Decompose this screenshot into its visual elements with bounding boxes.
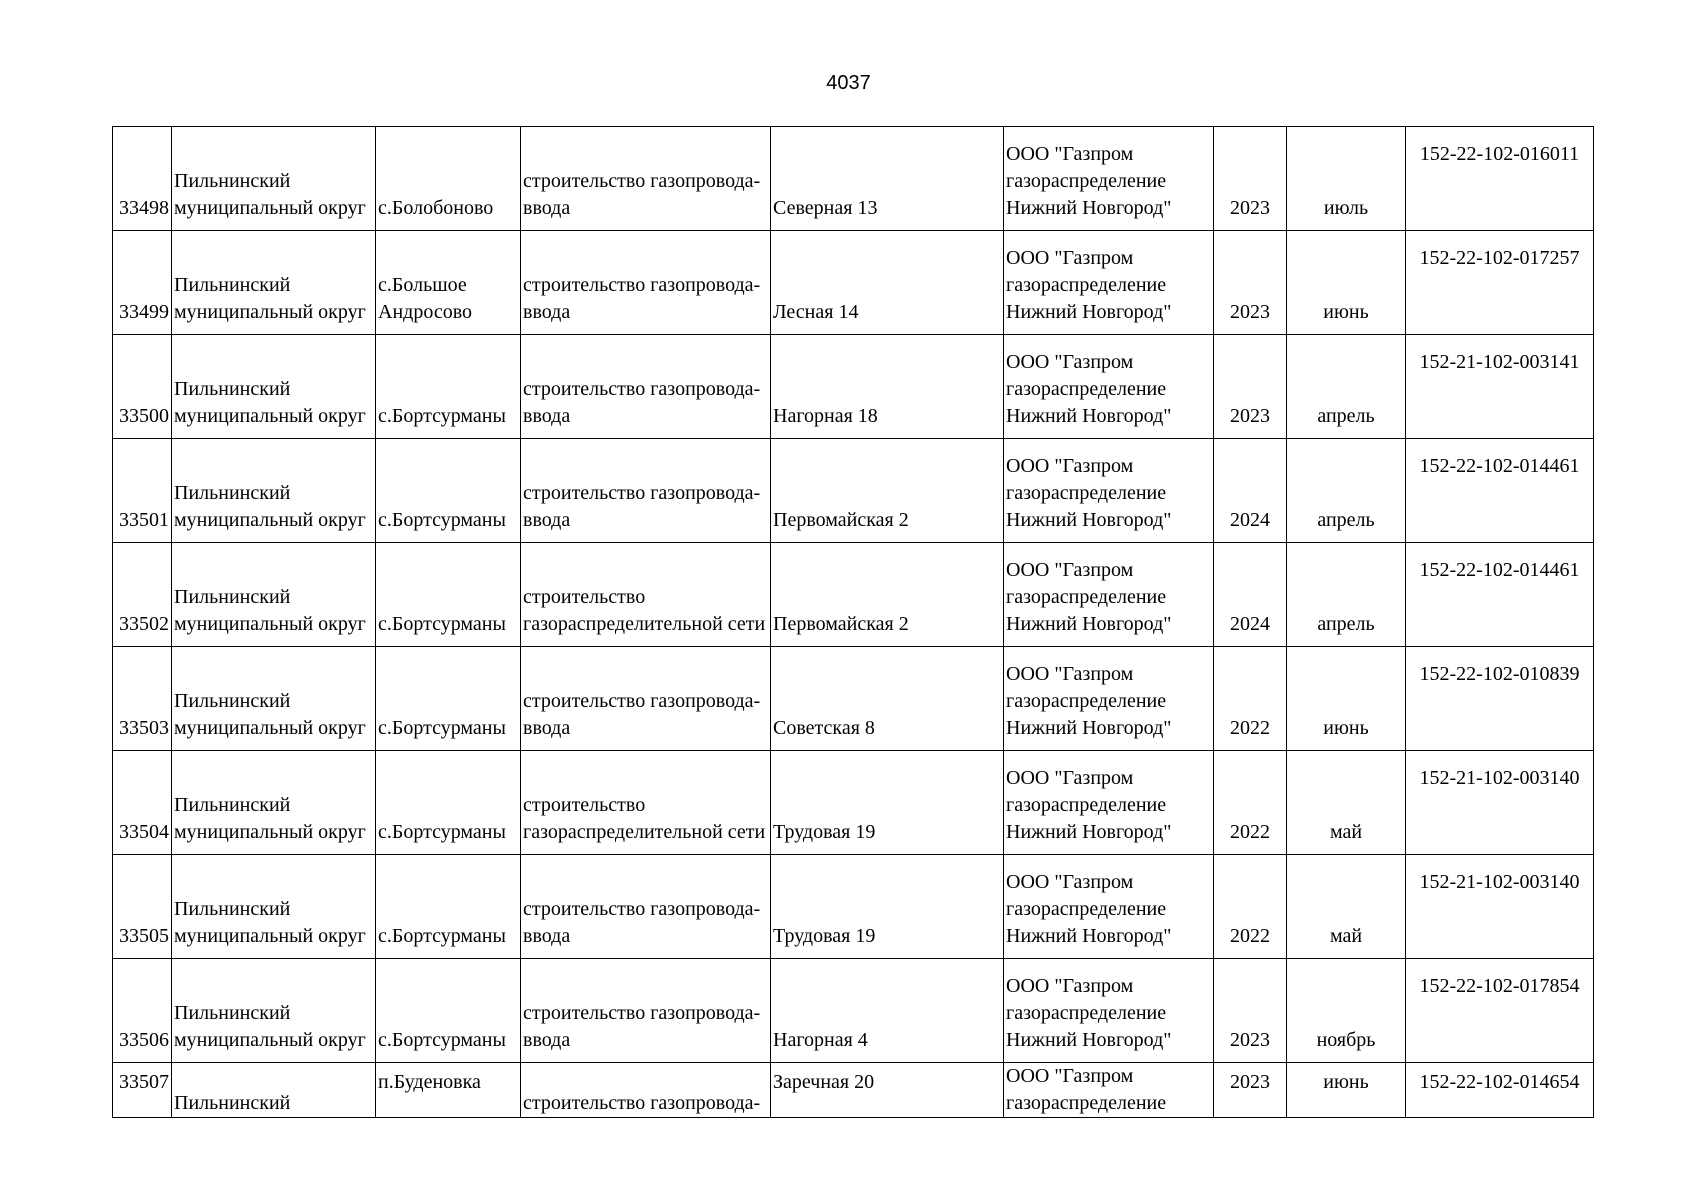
address [771,1063,1004,1118]
table-row [113,543,1594,647]
settlement-line: с.Болобоново [378,197,494,219]
table-row [113,751,1594,855]
settlement [376,231,521,335]
row-number [113,647,172,751]
registration-code-line: 152-21-102-003141 [1419,351,1580,373]
registration-code [1406,543,1594,647]
organization [1004,647,1214,751]
district-line: муниципальный округ [174,197,366,219]
district [172,231,376,335]
organization [1004,231,1214,335]
organization-line: ООО "Газпром [1006,247,1134,269]
settlement [376,647,521,751]
address-line: Советская 8 [773,717,875,739]
row-number [113,1063,172,1118]
organization-line: Нижний Новгород" [1006,613,1172,635]
organization-line: Нижний Новгород" [1006,821,1172,843]
organization-line: ООО "Газпром [1006,455,1134,477]
address-line: Трудовая 19 [773,925,876,947]
address-line: Лесная 14 [773,301,859,323]
district [172,959,376,1063]
registration-code [1406,855,1594,959]
address-line: Нагорная 18 [773,405,878,427]
district-line: Пильнинский [174,482,291,504]
settlement-line: с.Бортсурманы [378,1029,506,1051]
organization-line: Нижний Новгород" [1006,925,1172,947]
organization-line: газораспределение [1006,1002,1167,1024]
address-line: Заречная 20 [773,1071,875,1093]
month-line: май [1329,821,1363,843]
district-line: Пильнинский [174,170,291,192]
organization-line: Нижний Новгород" [1006,197,1172,219]
month-line: июль [1323,197,1369,219]
registration-code [1406,647,1594,751]
organization-line: газораспределение [1006,274,1167,296]
organization-line: Нижний Новгород" [1006,1029,1172,1051]
year [1214,335,1287,439]
work-type-line: строительство газопровода- [523,690,761,712]
year-line: 2023 [1230,197,1270,219]
organization [1004,335,1214,439]
year-line: 2024 [1230,509,1270,531]
district-line: Пильнинский [174,378,291,400]
row-number-line: 33507 [119,1071,169,1093]
district-line: Пильнинский [174,1092,291,1114]
address [771,647,1004,751]
month-line: апрель [1317,509,1375,531]
district [172,647,376,751]
district-line: муниципальный округ [174,613,366,635]
registration-code-line: 152-22-102-010839 [1419,663,1580,685]
settlement [376,855,521,959]
month [1287,127,1406,231]
table-row [113,335,1594,439]
district-line: муниципальный округ [174,405,366,427]
address-line: Первомайская 2 [773,613,909,635]
district-line: Пильнинский [174,898,291,920]
district-line: Пильнинский [174,690,291,712]
month [1287,855,1406,959]
row-number-line: 33503 [119,717,169,739]
table-body [113,127,1594,1118]
row-number [113,127,172,231]
work-type [521,1063,771,1118]
work-type [521,751,771,855]
work-type [521,439,771,543]
row-number-line: 33498 [119,197,169,219]
address [771,751,1004,855]
district [172,543,376,647]
registration-code [1406,1063,1594,1118]
organization-line: Нижний Новгород" [1006,405,1172,427]
organization [1004,1063,1214,1118]
work-type [521,231,771,335]
table-row [113,439,1594,543]
district [172,751,376,855]
month-line: июнь [1323,1071,1369,1093]
organization-line: газораспределение [1006,898,1167,920]
row-number-line: 33501 [119,509,169,531]
work-type-line: газораспределительной сети [523,821,766,843]
settlement-line: с.Большое [378,274,467,296]
registration-code-line: 152-22-102-014461 [1419,559,1580,581]
work-type-line: строительство [523,586,646,608]
month [1287,751,1406,855]
year-line: 2022 [1230,925,1270,947]
district [172,439,376,543]
row-number [113,543,172,647]
work-type-line: ввода [523,405,571,427]
table-row [113,231,1594,335]
organization [1004,959,1214,1063]
work-type-line: строительство газопровода- [523,378,761,400]
table-row [113,647,1594,751]
month-line: июнь [1323,301,1369,323]
organization [1004,855,1214,959]
organization [1004,439,1214,543]
organization [1004,127,1214,231]
row-number [113,231,172,335]
year-line: 2023 [1230,1071,1270,1093]
month [1287,543,1406,647]
address [771,335,1004,439]
page-number: 4037 [826,72,871,94]
work-type-line: строительство газопровода- [523,170,761,192]
work-type-line: газораспределительной сети [523,613,766,635]
district-line: муниципальный округ [174,717,366,739]
work-type-line: строительство газопровода- [523,898,761,920]
organization-line: газораспределение [1006,482,1167,504]
organization-line: ООО "Газпром [1006,143,1134,165]
work-type [521,959,771,1063]
registration-code [1406,751,1594,855]
row-number-line: 33504 [119,821,169,843]
settlement [376,751,521,855]
settlement-line: с.Бортсурманы [378,821,506,843]
district-line: муниципальный округ [174,925,366,947]
district-line: Пильнинский [174,274,291,296]
settlement [376,335,521,439]
settlement-line: с.Бортсурманы [378,613,506,635]
district [172,1063,376,1118]
work-type-line: ввода [523,1029,571,1051]
settlement [376,1063,521,1118]
organization-line: ООО "Газпром [1006,1065,1134,1087]
month-line: апрель [1317,405,1375,427]
work-type [521,543,771,647]
organization-line: газораспределение [1006,378,1167,400]
district [172,855,376,959]
organization [1004,751,1214,855]
district-line: Пильнинский [174,1002,291,1024]
settlement [376,959,521,1063]
district-line: муниципальный округ [174,821,366,843]
address [771,439,1004,543]
table-row [113,959,1594,1063]
settlement-line: с.Бортсурманы [378,509,506,531]
year-line: 2022 [1230,717,1270,739]
year-line: 2024 [1230,613,1270,635]
registration-code-line: 152-22-102-014654 [1419,1071,1580,1093]
row-number-line: 33506 [119,1029,169,1051]
year [1214,231,1287,335]
row-number [113,855,172,959]
registration-code-line: 152-22-102-016011 [1419,143,1580,165]
settlement [376,439,521,543]
table-row [113,855,1594,959]
month-line: ноябрь [1316,1029,1376,1051]
organization-line: газораспределение [1006,586,1167,608]
settlement-line: с.Бортсурманы [378,717,506,739]
address [771,127,1004,231]
gas-connection-table [112,126,1594,1118]
month [1287,1063,1406,1118]
table-row [113,127,1594,231]
district [172,127,376,231]
work-type-line: строительство [523,794,646,816]
registration-code [1406,439,1594,543]
district-line: Пильнинский [174,794,291,816]
year [1214,127,1287,231]
registration-code [1406,959,1594,1063]
year-line: 2023 [1230,301,1270,323]
year [1214,751,1287,855]
row-number-line: 33505 [119,925,169,947]
organization-line: ООО "Газпром [1006,975,1134,997]
year-line: 2022 [1230,821,1270,843]
registration-code-line: 152-22-102-017257 [1419,247,1580,269]
address-line: Первомайская 2 [773,509,909,531]
month-line: май [1329,925,1363,947]
organization [1004,543,1214,647]
organization-line: ООО "Газпром [1006,351,1134,373]
organization-line: газораспределение [1006,690,1167,712]
address-line: Северная 13 [773,197,878,219]
month [1287,439,1406,543]
settlement-line: п.Буденовка [378,1071,481,1093]
district [172,335,376,439]
row-number [113,335,172,439]
month [1287,647,1406,751]
month [1287,335,1406,439]
address [771,543,1004,647]
work-type-line: ввода [523,717,571,739]
organization-line: ООО "Газпром [1006,663,1134,685]
organization-line: Нижний Новгород" [1006,509,1172,531]
organization-line: ООО "Газпром [1006,559,1134,581]
work-type [521,127,771,231]
district-line: муниципальный округ [174,1029,366,1051]
month-line: июнь [1323,717,1369,739]
registration-code-line: 152-22-102-014461 [1419,455,1580,477]
organization-line: газораспределение [1006,794,1167,816]
registration-code [1406,231,1594,335]
registration-code-line: 152-21-102-003140 [1419,871,1580,893]
address-line: Трудовая 19 [773,821,876,843]
settlement-line: с.Бортсурманы [378,925,506,947]
settlement-line: Андросово [378,301,473,323]
year [1214,439,1287,543]
district-line: муниципальный округ [174,509,366,531]
address-line: Нагорная 4 [773,1029,868,1051]
month [1287,231,1406,335]
address [771,959,1004,1063]
year [1214,647,1287,751]
organization-line: ООО "Газпром [1006,767,1134,789]
work-type-line: ввода [523,509,571,531]
registration-code-line: 152-22-102-017854 [1419,975,1580,997]
row-number-line: 33499 [119,301,169,323]
organization-line: Нижний Новгород" [1006,717,1172,739]
organization-line: ООО "Газпром [1006,871,1134,893]
work-type-line: ввода [523,197,571,219]
month-line: апрель [1317,613,1375,635]
registration-code [1406,127,1594,231]
work-type-line: строительство газопровода- [523,274,761,296]
row-number-line: 33502 [119,613,169,635]
settlement [376,543,521,647]
year [1214,959,1287,1063]
work-type-line: строительство газопровода- [523,1092,761,1114]
work-type-line: ввода [523,301,571,323]
district-line: Пильнинский [174,586,291,608]
row-number [113,959,172,1063]
work-type [521,335,771,439]
settlement [376,127,521,231]
row-number [113,751,172,855]
organization-line: газораспределение [1006,170,1167,192]
organization-line: Нижний Новгород" [1006,301,1172,323]
registration-code-line: 152-21-102-003140 [1419,767,1580,789]
row-number-line: 33500 [119,405,169,427]
registration-code [1406,335,1594,439]
district-line: муниципальный округ [174,301,366,323]
settlement-line: с.Бортсурманы [378,405,506,427]
year-line: 2023 [1230,1029,1270,1051]
year [1214,543,1287,647]
work-type [521,855,771,959]
month [1287,959,1406,1063]
row-number [113,439,172,543]
table-row [113,1063,1594,1118]
work-type [521,647,771,751]
work-type-line: ввода [523,925,571,947]
work-type-line: строительство газопровода- [523,482,761,504]
address [771,855,1004,959]
address [771,231,1004,335]
work-type-line: строительство газопровода- [523,1002,761,1024]
year [1214,855,1287,959]
year [1214,1063,1287,1118]
organization-line: газораспределение [1006,1092,1167,1114]
year-line: 2023 [1230,405,1270,427]
